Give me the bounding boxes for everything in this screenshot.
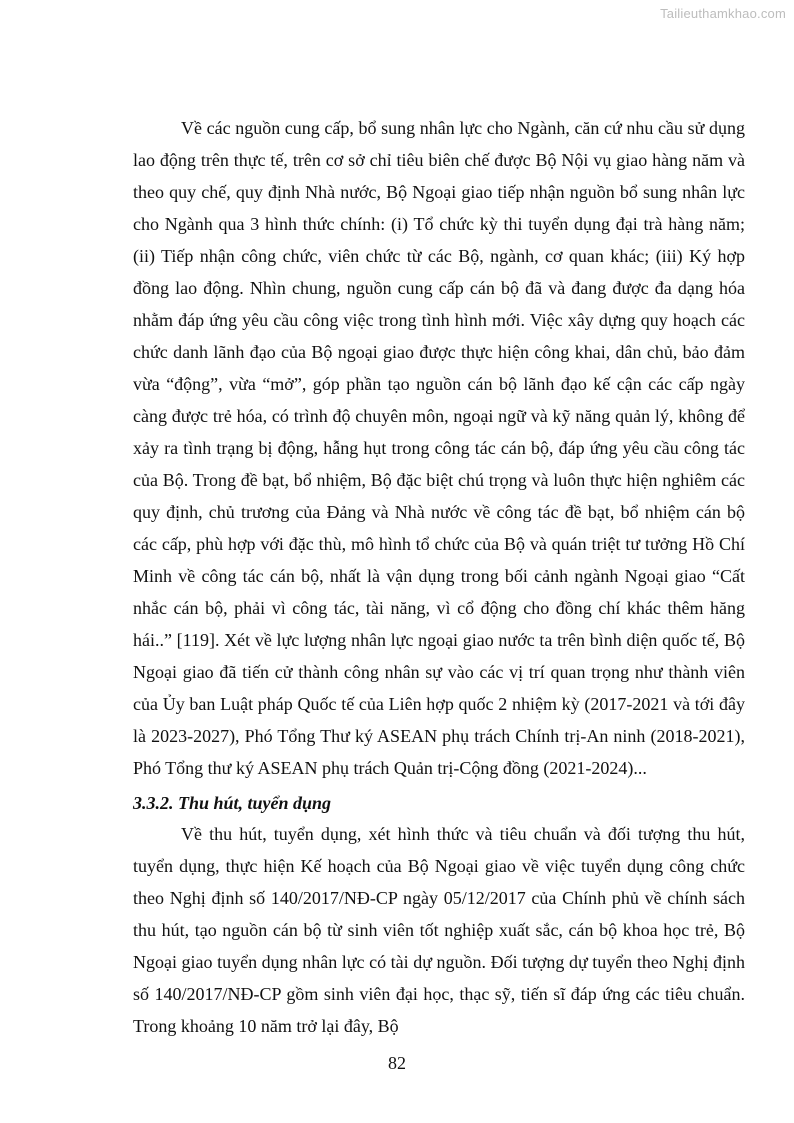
section-heading: 3.3.2. Thu hút, tuyển dụng (133, 793, 332, 813)
paragraph: Về các nguồn cung cấp, bổ sung nhân lực cho Ngành, căn cứ nhu cầu sử dụng lao động trên thực tế, trên cơ sở chỉ tiêu biên chế được Bộ Nội vụ giao hàng năm và theo quy chế, quy định Nhà nước, Bộ Ngoại giao tiếp nhận nguồn bổ sung nhân lực cho Ngành qua 3 hình thức chính: (i) Tổ chức kỳ thi tuyển dụng đại trà hàng năm; (ii) Tiếp nhận công chức, viên chức từ các Bộ, ngành, cơ quan khác; (iii) Ký hợp đồng lao động. Nhìn chung, nguồn cung cấp cán bộ đã và đang được đa dạng hóa nhằm đáp ứng yêu cầu công việc trong tình hình mới. Việc xây dựng quy hoạch các chức danh lãnh đạo của Bộ ngoại giao được thực hiện công khai, dân chủ, bảo đảm vừa “động”, vừa “mở”, góp phần tạo nguồn cán bộ lãnh đạo kế cận các cấp ngày càng được trẻ hóa, có trình độ chuyên môn, ngoại ngữ và kỹ năng quản lý, không để xảy ra tình trạng bị động, hẫng hụt trong công tác cán bộ, đáp ứng yêu cầu công tác của Bộ. Trong đề bạt, bổ nhiệm, Bộ đặc biệt chú trọng và luôn thực hiện nghiêm các quy định, chủ trương của Đảng và Nhà nước về công tác đề bạt, bổ nhiệm cán bộ các cấp, phù hợp với đặc thù, mô hình tổ chức của Bộ và quán triệt tư tưởng Hồ Chí Minh về công tác cán bộ, nhất là vận dụng trong bối cảnh ngành Ngoại giao “Cất nhắc cán bộ, phải vì công tác, tài năng, vì cổ động cho đồng chí khác thêm hăng hái..” [119]. Xét về lực lượng nhân lực ngoại giao nước ta trên bình diện quốc tế, Bộ Ngoại giao đã tiến cử thành công nhân sự vào các vị trí quan trọng như thành viên của Ủy ban Luật pháp Quốc tế của Liên hợp quốc 2 nhiệm kỳ (2017-2021 và tới đây là 2023-2027), Phó Tổng Thư ký ASEAN phụ trách Chính trị-An ninh (2018-2021), Phó Tổng thư ký ASEAN phụ trách Quản trị-Cộng đồng (2021-2024)... (133, 118, 745, 778)
page-number: 82 (388, 1053, 406, 1073)
watermark: Tailieuthamkhao.com (660, 6, 786, 21)
document-body (133, 112, 745, 1042)
paragraph: Về thu hút, tuyển dụng, xét hình thức và tiêu chuẩn và đối tượng thu hút, tuyển dụng, thực hiện Kế hoạch của Bộ Ngoại giao về việc tuyển dụng công chức theo Nghị định số 140/2017/NĐ-CP ngày 05/12/2017 của Chính phủ về chính sách thu hút, tạo nguồn cán bộ từ sinh viên tốt nghiệp xuất sắc, cán bộ khoa học trẻ, Bộ Ngoại giao tuyển dụng nhân lực có tài dự nguồn. Đối tượng dự tuyển theo Nghị định số 140/2017/NĐ-CP gồm sinh viên đại học, thạc sỹ, tiến sĩ đáp ứng các tiêu chuẩn. Trong khoảng 10 năm trở lại đây, Bộ (133, 824, 745, 1036)
